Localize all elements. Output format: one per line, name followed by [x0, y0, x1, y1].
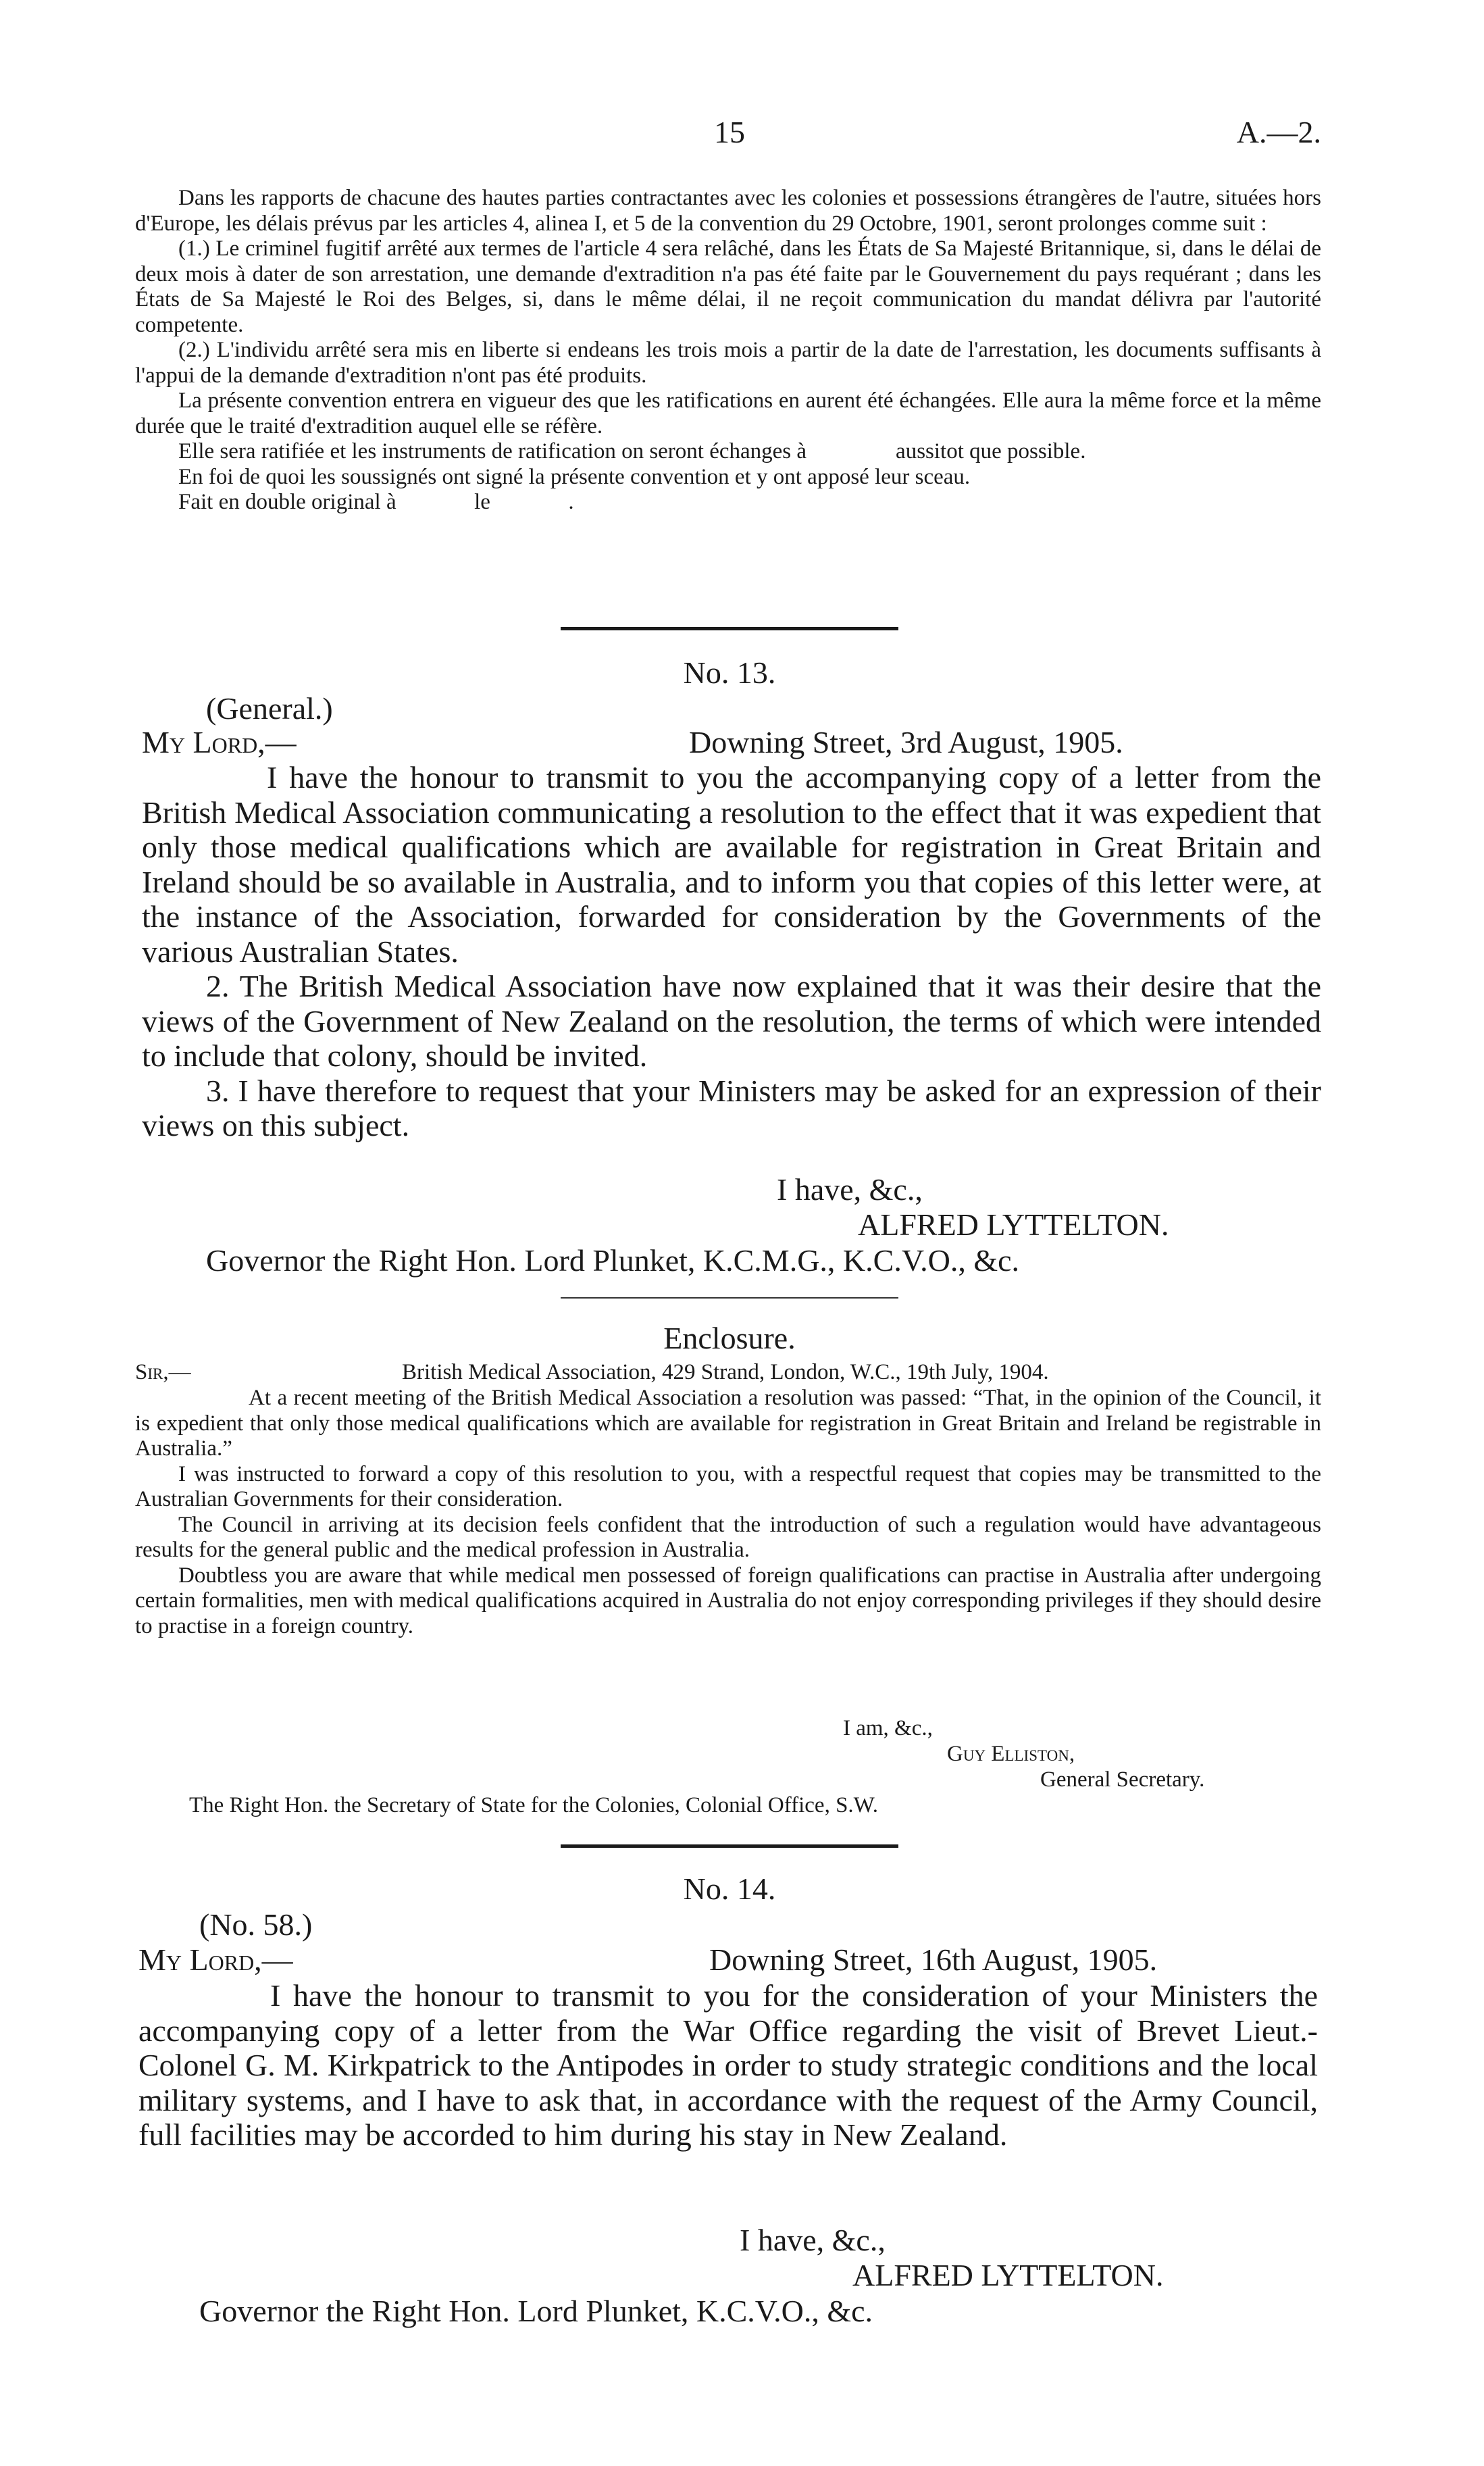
no13-paragraph: 2. The British Medical Association have now explained that it was their desire that the views of the Government of New Zealand on the resolution, the terms of which were intended to include that colony, should be invited.: [142, 969, 1321, 1073]
french-paragraph: Dans les rapports de chacune des hautes parties contractantes avec les colonies et possessions étrangères de l'autre, situées hors d'Europe, les délais prévus par les articles 4, alinea I, et 5 de la convention du 29 Octobre, 1901, seront prolonges comme suit :: [135, 186, 1321, 236]
enclosure-addressee: The Right Hon. the Secretary of State for the Colonies, Colonial Office, S.W.: [189, 1793, 879, 1817]
enclosure-heading: Enclosure.: [663, 1321, 796, 1355]
enclosure-salutation: Sir,—: [135, 1360, 191, 1384]
no14-heading: No. 14.: [683, 1871, 776, 1906]
french-paragraph: Elle sera ratifiée et les instruments de ratification on seront échanges à aussitot que possible.: [178, 439, 1086, 463]
no13-body: [142, 760, 1321, 1143]
no13-signature: ALFRED LYTTELTON.: [858, 1207, 1169, 1242]
no14-closing: I have, &c.,: [740, 2223, 886, 2257]
no14-body: [138, 1978, 1318, 2153]
enclosure-closing: I am, &c.,: [843, 1716, 933, 1740]
enclosure-dateline: British Medical Association, 429 Strand, London, W.C., 19th July, 1904.: [402, 1360, 1049, 1384]
no14-signature: ALFRED LYTTELTON.: [852, 2258, 1164, 2292]
section-divider: [561, 627, 898, 630]
no13-designation: (General.): [206, 691, 333, 726]
no14-paragraph: I have the honour to transmit to you for the consideration of your Ministers the accompanying copy of a letter from the War Office regarding the visit of Brevet Lieut.-Colonel G. M. Kirkpatrick to the Antipodes in order to study strategic conditions and the local military systems, and I have to ask that, in accordance with the request of the Army Council, full facilities may be accorded to him during his stay in New Zealand.: [138, 1978, 1318, 2152]
no13-salutation: My Lord,—: [142, 725, 297, 759]
enclosure-signature-title: General Secretary.: [1040, 1767, 1205, 1792]
no14-designation: (No. 58.): [199, 1907, 313, 1942]
section-divider: [561, 1844, 898, 1848]
enclosure-paragraph: I was instructed to forward a copy of this resolution to you, with a respectful request that copies may be transmitted to the Australian Governments for their consideration.: [135, 1461, 1321, 1511]
french-paragraph: Fait en double original à le .: [178, 490, 574, 514]
enclosure-divider: [561, 1297, 898, 1299]
french-paragraph: La présente convention entrera en vigueur des que les ratifications en aurent été échangées. Elle aura la même force et la même durée que le traité d'extradition auquel elle se réfère.: [135, 388, 1321, 438]
french-paragraph: (2.) L'individu arrêté sera mis en liberte si endeans les trois mois a partir de la date de l'arrestation, les documents suffisants à l'appui de la demande d'extradition n'ont pas été produits.: [135, 338, 1321, 388]
enclosure-paragraph: Doubtless you are aware that while medical men possessed of foreign qualifications can practise in Australia after undergoing certain formalities, men with medical qualifications acquired in Australia do not enjoy corresponding privileges if they should desire to practise in a foreign country.: [135, 1563, 1321, 1638]
enclosure-paragraph: The Council in arriving at its decision feels confident that the introduction of such a regulation would have advantageous results for the general public and the medical profession in Australia.: [135, 1512, 1321, 1562]
no13-dateline: Downing Street, 3rd August, 1905.: [689, 725, 1123, 759]
no13-heading: No. 13.: [683, 655, 776, 690]
french-paragraph: (1.) Le criminel fugitif arrêté aux termes de l'article 4 sera relâché, dans les États de Sa Majesté Britannique, si, dans le délai de deux mois à dater de son arrestation, une demande d'extradition n'a pas été faite par le Gouvernement du pays requérant ; dans les États de Sa Majesté le Roi des Belges, si, dans le même délai, il ne reçoit communication du mandat délivra par l'autorité competente.: [135, 236, 1321, 337]
page-number: 15: [714, 115, 745, 149]
no13-paragraph: I have the honour to transmit to you the accompanying copy of a letter from the British Medical Association communicating a resolution to the effect that it was expedient that only those medical qualifications which are available for registration in Great Britain and Ireland should be so available in Australia, and to inform you that copies of this letter were, at the instance of the Association, forwarded for consideration by the Governments of the various Australian States.: [142, 760, 1321, 969]
french-convention-text: [135, 186, 1321, 515]
enclosure-signature: Guy Elliston,: [947, 1742, 1075, 1766]
enclosure-body: [135, 1386, 1321, 1639]
enclosure-paragraph: At a recent meeting of the British Medical Association a resolution was passed: “That, in the opinion of the Council, it is expedient that only those medical qualifications which are available for registration in Great Britain and Ireland be registrable in Australia.”: [135, 1386, 1321, 1461]
no14-addressee: Governor the Right Hon. Lord Plunket, K.C.V.O., &c.: [199, 2294, 873, 2328]
no13-closing: I have, &c.,: [777, 1172, 923, 1207]
no14-dateline: Downing Street, 16th August, 1905.: [709, 1942, 1158, 1977]
no13-addressee: Governor the Right Hon. Lord Plunket, K.C.M.G., K.C.V.O., &c.: [206, 1243, 1020, 1278]
french-paragraph: En foi de quoi les soussignés ont signé la présente convention et y ont apposé leur sceau.: [178, 464, 971, 489]
no13-paragraph: 3. I have therefore to request that your Ministers may be asked for an expression of their views on this subject.: [142, 1073, 1321, 1142]
no14-salutation: My Lord,—: [138, 1942, 293, 1977]
document-reference: A.—2.: [1236, 115, 1321, 149]
